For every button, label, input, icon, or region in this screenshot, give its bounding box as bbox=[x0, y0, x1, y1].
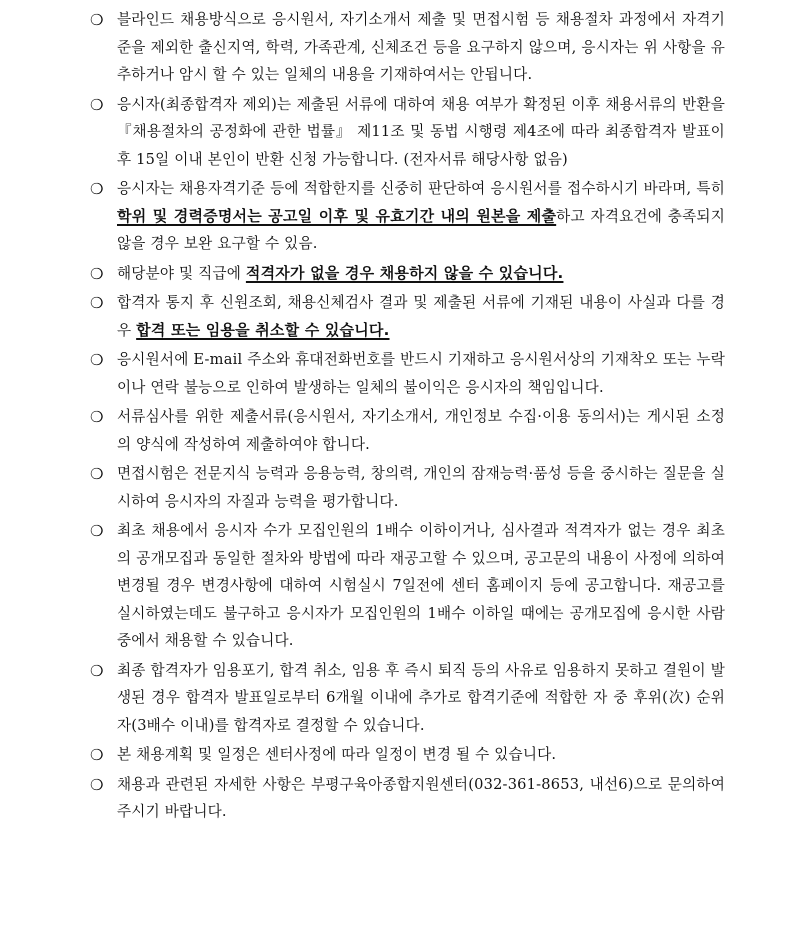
text-segment: 응시자(최종합격자 제외)는 제출된 서류에 대하여 채용 여부가 확정된 이후 채용서류의 반환을 『채용절차의 공정화에 관한 법률』 제11조 및 동법 시행령 제4조에 따라 최종합격자 발표이후 15일 이내 본인이 반환 신청 가능합니다. (전자서류 해당사항 없음) bbox=[117, 95, 725, 168]
notice-item-text bbox=[117, 6, 725, 89]
circle-bullet-icon: ❍ bbox=[90, 775, 104, 794]
text-segment: 채용과 관련된 자세한 사항은 부평구육아종합지원센터(032-361-8653, 내선6)으로 문의하여 주시기 바랍니다. bbox=[117, 775, 725, 820]
circle-bullet-icon: ❍ bbox=[90, 11, 104, 29]
text-segment: 블라인드 채용방식으로 응시원서, 자기소개서 제출 및 면접시험 등 채용절차 과정에서 자격기준을 제외한 출신지역, 학력, 가족관계, 신체조건 등을 요구하지 않으며, 응시자는 위 사항을 유추하거나 암시 할 수 있는 일체의 내용을 기재하여서는 안됩니다. bbox=[117, 11, 725, 83]
circle-bullet-icon: ❍ bbox=[90, 294, 104, 312]
notice-item bbox=[0, 460, 793, 515]
emphasized-text: 학위 및 경력증명서는 공고일 이후 및 유효기간 내의 원본을 제출 bbox=[117, 206, 557, 225]
notice-document bbox=[0, 6, 793, 826]
circle-bullet-icon: ❍ bbox=[90, 661, 104, 680]
text-segment: 서류심사를 위한 제출서류(응시원서, 자기소개서, 개인정보 수집·이용 동의서)는 게시된 소정의 양식에 작성하여 제출하여야 합니다. bbox=[117, 408, 725, 453]
notice-item bbox=[0, 6, 793, 89]
text-segment: 응시원서에 E-mail 주소와 휴대전화번호를 반드시 기재하고 응시원서상의 기재착오 또는 누락이나 연락 불능으로 인하여 발생하는 일체의 불이익은 응시자의 책임입니다. bbox=[117, 351, 725, 396]
notice-item bbox=[0, 403, 793, 458]
notice-item bbox=[0, 741, 793, 769]
notice-item bbox=[0, 289, 793, 344]
notice-item-text bbox=[117, 771, 725, 826]
notice-item-text bbox=[117, 260, 725, 288]
notice-item bbox=[0, 771, 793, 826]
circle-bullet-icon: ❍ bbox=[90, 264, 104, 283]
notice-item bbox=[0, 175, 793, 258]
circle-bullet-icon: ❍ bbox=[90, 351, 104, 369]
notice-item bbox=[0, 657, 793, 740]
notice-item-text bbox=[117, 657, 725, 740]
notice-item-text bbox=[117, 175, 725, 258]
notice-item-text bbox=[117, 403, 725, 458]
notice-item bbox=[0, 517, 793, 655]
text-segment: 최초 채용에서 응시자 수가 모집인원의 1배수 이하이거나, 심사결과 적격자가 없는 경우 최초의 공개모집과 동일한 절차와 방법에 따라 재공고할 수 있으며, 공고문의 내용이 사정에 의하여 변경될 경우 변경사항에 대하여 시험실시 7일전에 센터 홈페이지 등에 공고합니다. 재공고를 실시하였는데도 불구하고 응시자가 모집인원의 1배수 이하일 때에는 공개모집에 응시한 사람 중에서 채용할 수 있습니다. bbox=[117, 522, 725, 649]
notice-item bbox=[0, 260, 793, 288]
notice-item-text bbox=[117, 460, 725, 515]
circle-bullet-icon: ❍ bbox=[90, 408, 104, 426]
circle-bullet-icon: ❍ bbox=[90, 465, 104, 483]
text-segment: 합격자 통지 후 신원조회, 채용신체검사 결과 및 제출된 서류에 기재된 내용이 사실과 다를 경우 bbox=[117, 294, 725, 339]
circle-bullet-icon: ❍ bbox=[90, 95, 104, 114]
notice-item-text bbox=[117, 289, 725, 344]
text-segment: 면접시험은 전문지식 능력과 응용능력, 창의력, 개인의 잠재능력·품성 등을 중시하는 질문을 실시하여 응시자의 자질과 능력을 평가합니다. bbox=[117, 465, 725, 510]
circle-bullet-icon: ❍ bbox=[90, 746, 104, 764]
circle-bullet-icon: ❍ bbox=[90, 180, 104, 198]
text-segment: 하고 자격요건에 충족되지 않을 경우 보완 요구할 수 있음. bbox=[117, 207, 725, 252]
text-segment: 응시자는 채용자격기준 등에 적합한지를 신중히 판단하여 응시원서를 접수하시기 바라며, 특히 bbox=[117, 180, 725, 197]
notice-item-text bbox=[117, 346, 725, 401]
text-segment: 본 채용계획 및 일정은 센터사정에 따라 일정이 변경 될 수 있습니다. bbox=[117, 746, 557, 763]
notice-item bbox=[0, 91, 793, 174]
notice-item-text bbox=[117, 741, 725, 769]
notice-item-text bbox=[117, 91, 725, 174]
text-segment: 해당분야 및 직급에 bbox=[117, 264, 246, 282]
text-segment: 최종 합격자가 임용포기, 합격 취소, 임용 후 즉시 퇴직 등의 사유로 임용하지 못하고 결원이 발생된 경우 합격자 발표일로부터 6개월 이내에 추가로 합격기준에 적합한 자 중 후위(次) 순위자(3배수 이내)를 합격자로 결정할 수 있습니다. bbox=[117, 661, 725, 734]
emphasized-text: 적격자가 없을 경우 채용하지 않을 수 있습니다. bbox=[245, 263, 564, 282]
emphasized-text: 합격 또는 임용을 취소할 수 있습니다. bbox=[136, 320, 390, 339]
notice-item-text bbox=[117, 517, 725, 655]
circle-bullet-icon: ❍ bbox=[90, 522, 104, 540]
notice-item bbox=[0, 346, 793, 401]
